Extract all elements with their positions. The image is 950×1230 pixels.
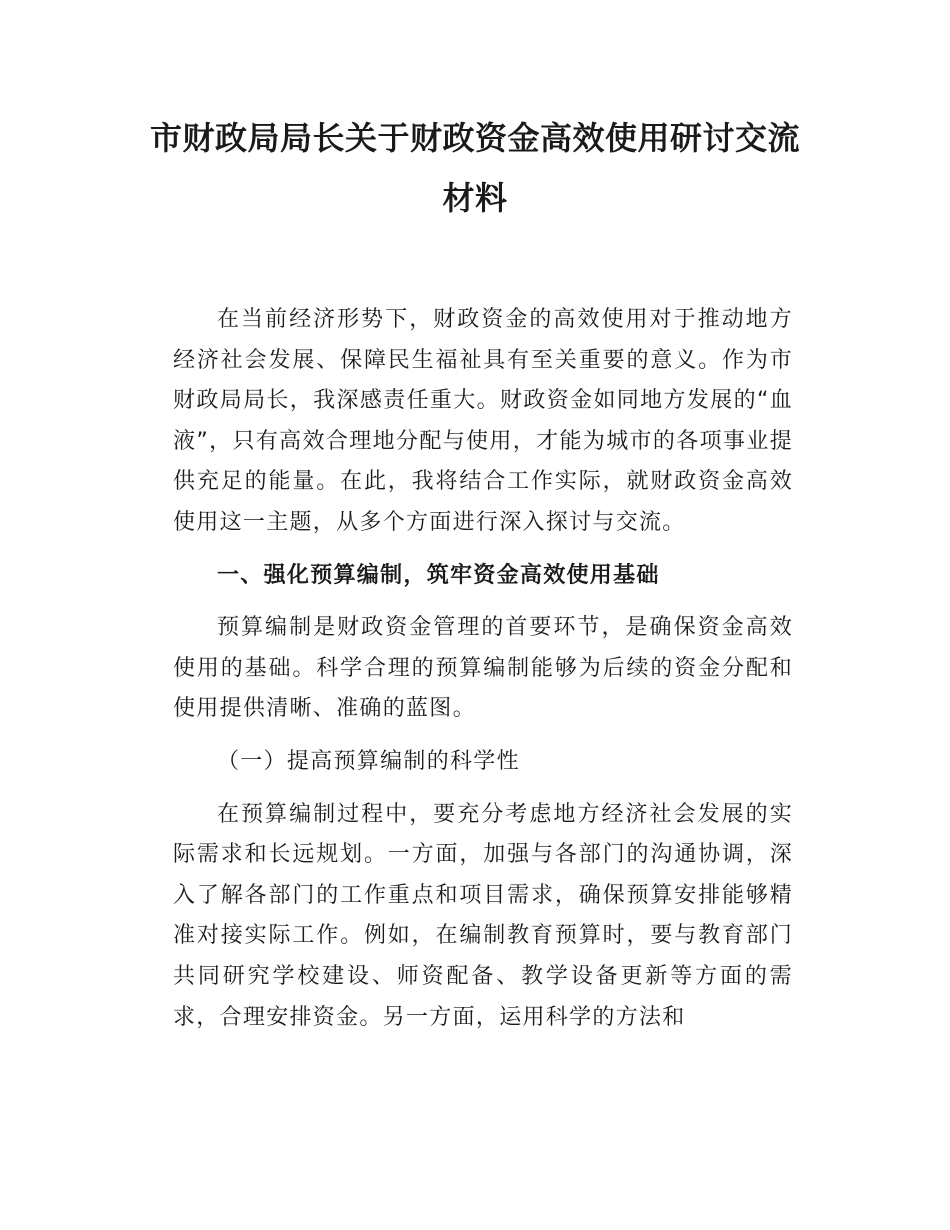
section-heading: 一、强化预算编制，筑牢资金高效使用基础 [217,562,660,588]
document-body [173,300,793,1038]
subsection-heading: （一）提高预算编制的科学性 [217,748,520,774]
section-paragraph: 预算编制是财政资金管理的首要环节，是确保资金高效使用的基础。科学合理的预算编制能够为后续的资金分配和使用提供清晰、准确的蓝图。 [173,615,793,722]
document-title: 市财政局局长关于财政资金高效使用研讨交流材料 [150,119,801,217]
intro-paragraph: 在当前经济形势下，财政资金的高效使用对于推动地方经济社会发展、保障民生福祉具有至关重要的意义。作为市财政局局长，我深感责任重大。财政资金如同地方发展的“血液”，只有高效合理地分配与使用，才能为城市的各项事业提供充足的能量。在此，我将结合工作实际，就财政资金高效使用这一主题，从多个方面进行深入探讨与交流。 [173,307,793,535]
subsection-paragraph: 在预算编制过程中，要充分考虑地方经济社会发展的实际需求和长远规划。一方面，加强与各部门的沟通协调，深入了解各部门的工作重点和项目需求，确保预算安排能够精准对接实际工作。例如，在编制教育预算时，要与教育部门共同研究学校建设、师资配备、教学设备更新等方面的需求，合理安排资金。另一方面，运用科学的方法和 [173,801,793,1030]
